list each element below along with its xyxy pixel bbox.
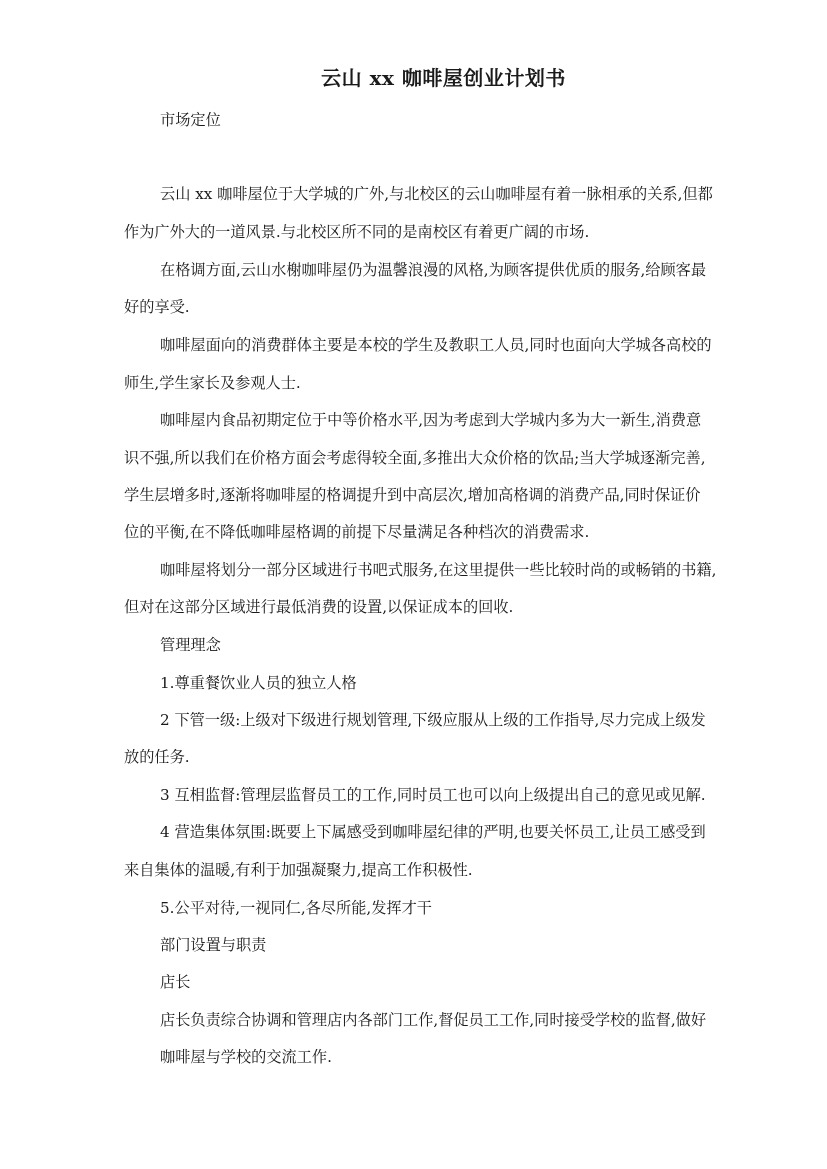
paragraph-line: 但对在这部分区域进行最低消费的设置,以保证成本的回收. bbox=[124, 598, 514, 616]
paragraph-line: 好的享受. bbox=[124, 298, 190, 316]
paragraph-line: 位的平衡,在不降低咖啡屋格调的前提下尽量满足各种档次的消费需求. bbox=[124, 523, 590, 541]
section-heading-market: 市场定位 bbox=[160, 111, 221, 129]
paragraph-line: 咖啡屋将划分一部分区域进行书吧式服务,在这里提供一些比较时尚的或畅销的书籍, bbox=[160, 561, 717, 579]
paragraph-line: 店长负责综合协调和管理店内各部门工作,督促员工工作,同时接受学校的监督,做好 bbox=[160, 1011, 707, 1029]
section-heading-departments: 部门设置与职责 bbox=[160, 936, 267, 954]
paragraph-line: 咖啡屋内食品初期定位于中等价格水平,因为考虑到大学城内多为大一新生,消费意 bbox=[160, 411, 702, 429]
paragraph-line: 来自集体的温暖,有利于加强凝聚力,提高工作积极性. bbox=[124, 861, 473, 879]
paragraph-line: 云山 xx 咖啡屋位于大学城的广外,与北校区的云山咖啡屋有着一脉相承的关系,但都 bbox=[160, 185, 713, 203]
paragraph-line: 识不强,所以我们在价格方面会考虑得较全面,多推出大众价格的饮品;当大学城逐渐完善, bbox=[124, 449, 706, 467]
paragraph-line: 作为广外大的一道风景.与北校区所不同的是南校区有着更广阔的市场. bbox=[124, 223, 590, 241]
list-item: 4 营造集体氛围:既要上下属感受到咖啡屋纪律的严明,也要关怀员工,让员工感受到 bbox=[160, 823, 706, 841]
document-title: 云山 xx 咖啡屋创业计划书 bbox=[321, 66, 566, 90]
section-heading-management: 管理理念 bbox=[160, 636, 221, 654]
paragraph-line: 咖啡屋面向的消费群体主要是本校的学生及教职工人员,同时也面向大学城各高校的 bbox=[160, 336, 712, 354]
paragraph-line: 学生层增多时,逐渐将咖啡屋的格调提升到中高层次,增加高格调的消费产品,同时保证价 bbox=[124, 486, 701, 504]
list-item: 5.公平对待,一视同仁,各尽所能,发挥才干 bbox=[160, 899, 432, 917]
subheading-store-manager: 店长 bbox=[160, 973, 191, 991]
list-item: 2 下管一级:上级对下级进行规划管理,下级应服从上级的工作指导,尽力完成上级发 bbox=[160, 711, 706, 729]
paragraph-line: 放的任务. bbox=[124, 748, 190, 766]
list-item: 1.尊重餐饮业人员的独立人格 bbox=[160, 674, 357, 692]
paragraph-line: 在格调方面,云山水榭咖啡屋仍为温馨浪漫的风格,为顾客提供优质的服务,给顾客最 bbox=[160, 261, 707, 279]
list-item: 3 互相监督:管理层监督员工的工作,同时员工也可以向上级提出自己的意见或见解. bbox=[160, 786, 706, 804]
paragraph-line: 咖啡屋与学校的交流工作. bbox=[160, 1048, 332, 1066]
paragraph-line: 师生,学生家长及参观人士. bbox=[124, 374, 301, 392]
